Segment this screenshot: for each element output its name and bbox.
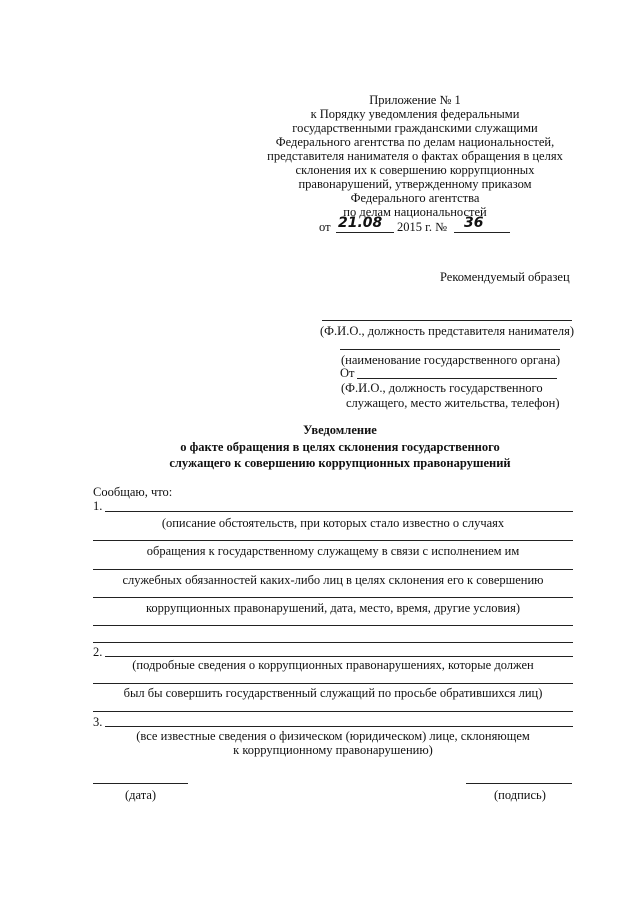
year-number-label: 2015 г. № bbox=[397, 220, 448, 234]
item-2-field-line bbox=[105, 656, 573, 657]
number-underline bbox=[454, 232, 510, 233]
notice-subtitle: о факте обращения в целях склонения государственного bbox=[180, 440, 500, 454]
date-caption: (дата) bbox=[125, 788, 157, 802]
date-field-line bbox=[93, 783, 188, 784]
item-1-caption: служебных обязанностей каких-либо лиц в целях склонения его к совершению bbox=[122, 573, 544, 587]
item-1-field-line bbox=[93, 540, 573, 541]
handwritten-date: 21.08 bbox=[338, 215, 383, 231]
item-1-caption: обращения к государственному служащему в связи с исполнением им bbox=[146, 544, 520, 558]
item-1-number: 1. bbox=[93, 499, 103, 513]
intro-text: Сообщаю, что: bbox=[93, 485, 173, 499]
item-1-caption: (описание обстоятельств, при которых стало известно о случаях bbox=[161, 516, 505, 530]
notice-title: Уведомление bbox=[303, 423, 377, 437]
item-2-caption: был бы совершить государственный служащий по просьбе обратившихся лиц) bbox=[123, 686, 543, 700]
item-2-caption: (подробные сведения о коррупционных правонарушениях, которые должен bbox=[132, 658, 534, 672]
item-3-caption: (все известные сведения о физическом (юридическом) лице, склоняющем bbox=[136, 729, 530, 743]
employer-caption: (Ф.И.О., должность представителя нанимателя) bbox=[320, 324, 575, 338]
header-line: Федерального агентства bbox=[350, 191, 480, 205]
date-prefix: от bbox=[319, 220, 331, 234]
from-label: От bbox=[340, 366, 355, 380]
header-line: к Порядку уведомления федеральными bbox=[310, 107, 520, 121]
header-line: по делам национальностей bbox=[343, 205, 487, 219]
item-1-field-line bbox=[93, 642, 573, 643]
organ-caption: (наименование государственного органа) bbox=[341, 353, 560, 367]
organ-field-line bbox=[340, 349, 560, 350]
item-3-caption: к коррупционному правонарушению) bbox=[233, 743, 433, 757]
item-2-field-line bbox=[93, 711, 573, 712]
item-2-field-line bbox=[93, 683, 573, 684]
sender-field-line bbox=[357, 378, 557, 379]
signature-caption: (подпись) bbox=[494, 788, 546, 802]
handwritten-number: 36 bbox=[464, 215, 484, 231]
header-line: Федерального агентства по делам национальностей, bbox=[275, 135, 555, 149]
date-underline bbox=[336, 232, 394, 233]
header-line: склонения их к совершению коррупционных bbox=[295, 163, 535, 177]
item-1-field-line bbox=[93, 569, 573, 570]
item-3-field-line bbox=[105, 726, 573, 727]
signature-field-line bbox=[466, 783, 572, 784]
item-3-number: 3. bbox=[93, 715, 103, 729]
header-line: представителя нанимателя о фактах обращения в целях bbox=[267, 149, 563, 163]
notice-subtitle: служащего к совершению коррупционных правонарушений bbox=[169, 456, 511, 470]
sender-caption: служащего, место жительства, телефон) bbox=[346, 396, 560, 410]
item-2-number: 2. bbox=[93, 645, 103, 659]
employer-field-line bbox=[322, 320, 572, 321]
header-line: государственными гражданскими служащими bbox=[292, 121, 538, 135]
sender-caption: (Ф.И.О., должность государственного bbox=[341, 381, 543, 395]
item-1-field-line bbox=[93, 597, 573, 598]
recommended-sample-label: Рекомендуемый образец bbox=[440, 270, 570, 284]
header-line: правонарушений, утвержденному приказом bbox=[298, 177, 532, 191]
item-1-caption: коррупционных правонарушений, дата, место, время, другие условия) bbox=[145, 601, 521, 615]
item-1-field-line bbox=[105, 511, 573, 512]
appendix-title: Приложение № 1 bbox=[369, 93, 461, 107]
item-1-field-line bbox=[93, 625, 573, 626]
